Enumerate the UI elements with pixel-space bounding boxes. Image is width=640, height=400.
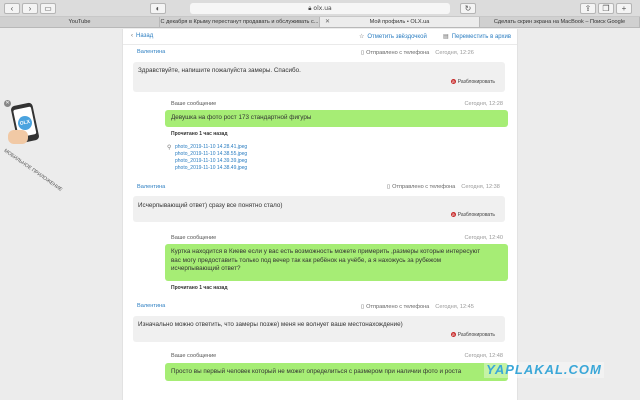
tab-google-search[interactable] bbox=[480, 17, 640, 27]
tab-youtube[interactable] bbox=[0, 17, 160, 27]
message-time: Сегодня, 12:28 bbox=[464, 101, 503, 107]
attachment-link[interactable]: photo_2019-11-10 14.38.55.jpeg bbox=[175, 151, 248, 157]
message-text: Здравствуйте, напишите пожалуйста замеры. Спасибо. bbox=[138, 67, 301, 74]
promo-text: МОБИЛЬНОЕ ПРИЛОЖЕНИЕ bbox=[2, 148, 64, 193]
unblock-label: Разблокировать bbox=[457, 212, 495, 218]
message-line: исчерпывающий ответ? bbox=[171, 265, 241, 272]
back-link[interactable] bbox=[131, 33, 153, 39]
paperclip-icon: ⚲ bbox=[167, 145, 172, 151]
site-watermark: YAPLAKAL.COM bbox=[484, 362, 604, 378]
your-message-label: Ваше сообщение bbox=[171, 101, 217, 107]
lock-icon: 🔒︎ bbox=[308, 5, 312, 12]
message-bubble-outgoing bbox=[165, 110, 508, 127]
archive-label: Переместить в архив bbox=[451, 34, 512, 40]
message-time: Сегодня, 12:38 bbox=[461, 184, 500, 190]
attachment-link[interactable]: photo_2019-11-10 14.38.49.jpeg bbox=[175, 165, 248, 171]
hand-icon bbox=[8, 130, 28, 144]
sent-from-phone: Отправлено с телефона bbox=[366, 304, 430, 310]
phone-icon: ▯ bbox=[361, 50, 365, 56]
olx-logo: OLX bbox=[17, 115, 34, 132]
address-bar[interactable] bbox=[190, 3, 450, 14]
sent-from-phone: Отправлено с телефона bbox=[366, 50, 430, 56]
sidebar-icon[interactable]: ▭ bbox=[40, 3, 56, 14]
attachment-link[interactable]: photo_2019-11-10 14.28.41.jpeg bbox=[175, 144, 248, 150]
tab-bar bbox=[0, 17, 640, 28]
app-promo[interactable] bbox=[0, 100, 64, 193]
archive-icon: ▤ bbox=[443, 34, 449, 40]
unblock-label: Разблокировать bbox=[457, 79, 495, 85]
close-tab-icon[interactable]: ✕ bbox=[325, 19, 331, 25]
message-text: Девушка на фото рост 173 стандартной фигуры bbox=[171, 114, 312, 121]
new-tab-icon[interactable]: + bbox=[616, 3, 632, 14]
tabs-overview-icon[interactable]: ❐ bbox=[598, 3, 614, 14]
star-link[interactable] bbox=[359, 33, 427, 40]
unblock-button[interactable] bbox=[451, 332, 495, 338]
message-time: Сегодня, 12:26 bbox=[435, 50, 474, 56]
unblock-button[interactable] bbox=[451, 79, 495, 85]
unblock-label: Разблокировать bbox=[457, 332, 495, 338]
chat-page bbox=[122, 29, 518, 400]
message-text: Исчерпывающий ответ) сразу все понятно стало) bbox=[138, 202, 283, 209]
message-meta bbox=[361, 50, 474, 56]
message-bubble-outgoing bbox=[165, 363, 508, 381]
message-text: Изначально можно ответить, что замеры позже) меня не волнует ваше местонахождение) bbox=[138, 321, 403, 328]
attachment-link[interactable]: photo_2019-11-10 14.39.39.jpeg bbox=[175, 158, 248, 164]
message-bubble-incoming bbox=[133, 196, 505, 222]
message-bubble-incoming bbox=[133, 316, 505, 342]
message-line: Куртка находится в Киеве если у вас есть возможность можете примерить ,размеры которые интересуют bbox=[171, 248, 481, 255]
block-icon: ⊘ bbox=[451, 332, 455, 338]
message-time: Сегодня, 12:45 bbox=[435, 304, 474, 310]
your-message-label: Ваше сообщение bbox=[171, 353, 217, 359]
message-line: вас могу предоставить только под вечер так как ребёнок на учёбе, а я нахожусь за рубежом bbox=[171, 256, 442, 264]
tab-label: Сделать скрин экрана на MacBook – Поиск Google bbox=[493, 19, 626, 25]
your-message-label: Ваше сообщение bbox=[171, 235, 217, 241]
sent-from-phone: Отправлено с телефона bbox=[392, 184, 456, 190]
read-status: Прочитано 1 час назад bbox=[171, 131, 228, 137]
unblock-button[interactable] bbox=[451, 212, 495, 218]
close-promo-icon[interactable]: ✕ bbox=[5, 100, 10, 106]
privacy-shield-icon[interactable]: ◐ bbox=[150, 3, 166, 14]
message-bubble-outgoing bbox=[165, 244, 508, 281]
message-meta bbox=[387, 184, 500, 190]
block-icon: ⊘ bbox=[451, 79, 455, 85]
message-text bbox=[171, 248, 480, 274]
sender-name[interactable]: Валентина bbox=[137, 303, 166, 309]
message-text: Просто вы первый человек который не может определиться с размером при наличии фото и роста bbox=[171, 368, 462, 375]
share-icon[interactable]: ⇪ bbox=[580, 3, 596, 14]
star-label: Отметить звёздочкой bbox=[367, 34, 427, 40]
tab-label: С декабря в Крыму перестанут продавать и обслуживать с... bbox=[160, 19, 319, 25]
chevron-left-icon: ‹ bbox=[131, 33, 133, 39]
message-bubble-incoming bbox=[133, 62, 505, 92]
message-time: Сегодня, 12:48 bbox=[464, 353, 503, 359]
browser-toolbar bbox=[0, 0, 640, 17]
read-status: Прочитано 1 час назад bbox=[171, 285, 228, 291]
reload-icon[interactable]: ↻ bbox=[460, 3, 476, 14]
tab-label: Мой профиль • OLX.ua bbox=[369, 19, 430, 25]
chat-header bbox=[123, 29, 518, 45]
tab-crimea-news[interactable] bbox=[160, 17, 320, 27]
phone-icon: ▯ bbox=[361, 304, 365, 310]
sender-name[interactable]: Валентина bbox=[137, 49, 166, 55]
message-meta bbox=[361, 304, 474, 310]
back-arrow-icon[interactable]: ‹ bbox=[4, 3, 20, 14]
archive-link[interactable] bbox=[443, 33, 511, 40]
forward-arrow-icon[interactable]: › bbox=[22, 3, 38, 14]
tab-label: YouTube bbox=[68, 19, 91, 25]
sender-name[interactable]: Валентина bbox=[137, 184, 166, 190]
tab-olx-profile[interactable] bbox=[320, 17, 480, 27]
star-icon: ☆ bbox=[359, 34, 365, 40]
phone-icon: ▯ bbox=[387, 184, 391, 190]
block-icon: ⊘ bbox=[451, 212, 455, 218]
back-label: Назад bbox=[136, 33, 154, 39]
message-time: Сегодня, 12:40 bbox=[464, 235, 503, 241]
url-text: olx.ua bbox=[313, 5, 332, 12]
